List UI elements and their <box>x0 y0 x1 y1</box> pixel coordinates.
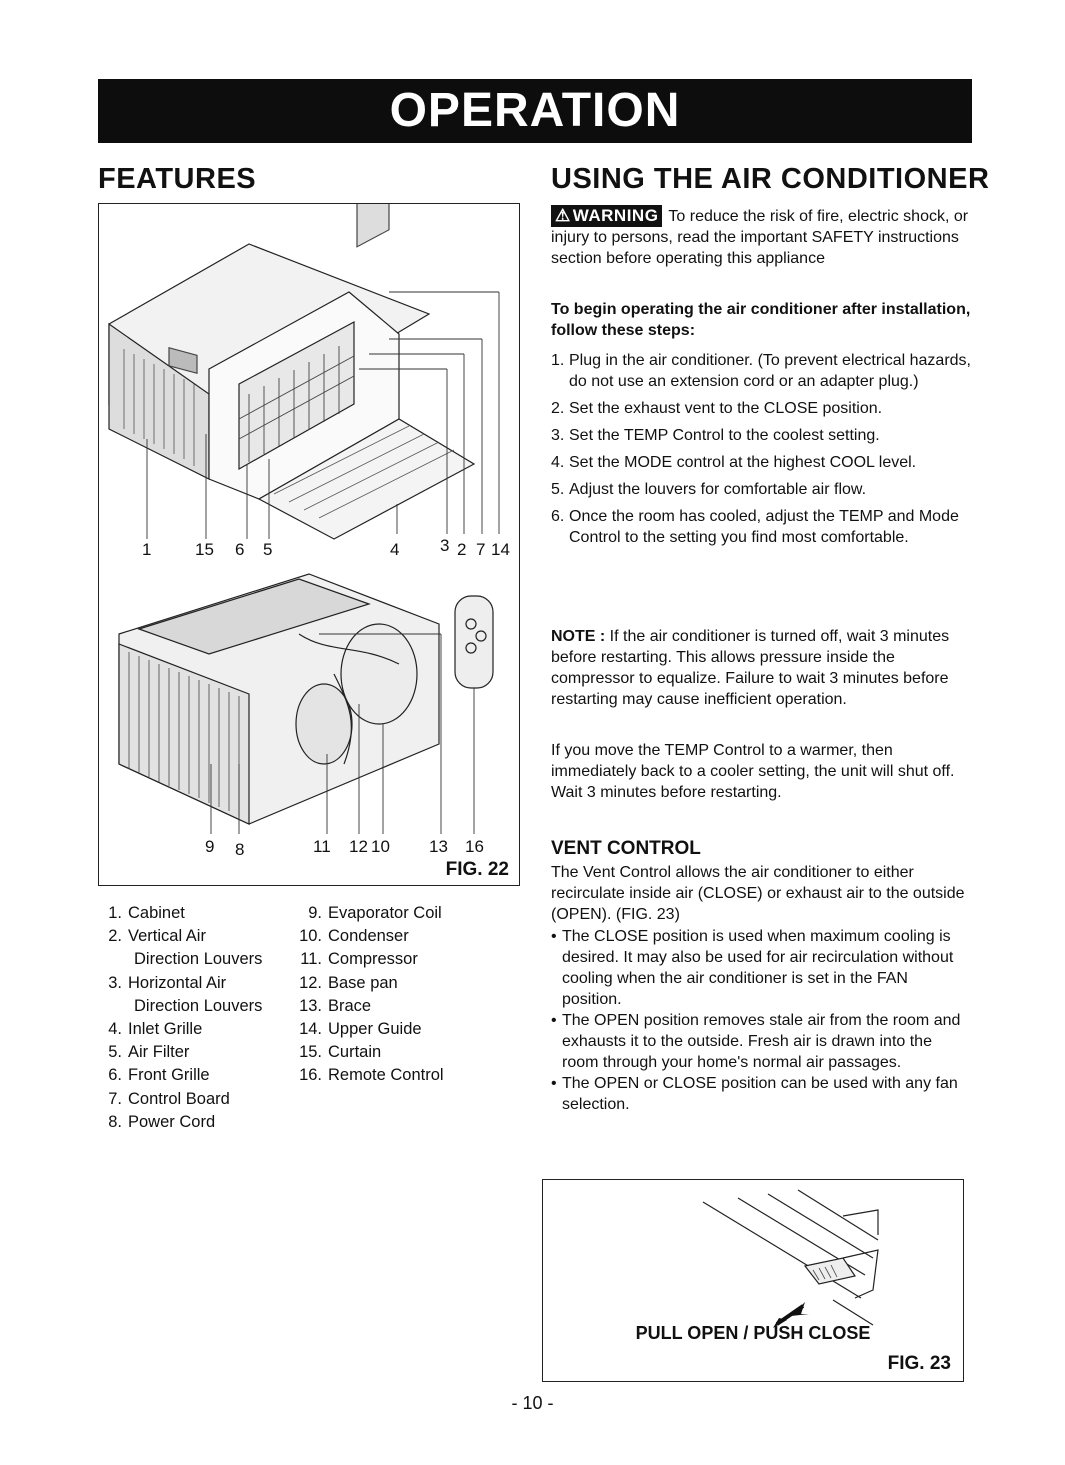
list-item: • The CLOSE position is used when maximum cooling is desired. It may also be used for air recirculation without cooling when the air conditioner is set in the FAN position. <box>551 928 954 1008</box>
warning-triangle-icon: ⚠ <box>555 206 571 225</box>
callout-15: 15 <box>195 540 214 559</box>
callout-16: 16 <box>465 837 484 856</box>
list-item: 4. Set the MODE control at the highest COOL level. <box>551 454 917 471</box>
callout-10: 10 <box>371 837 390 856</box>
page-number: - 10 - <box>511 1393 554 1413</box>
steps-list <box>551 350 971 554</box>
note-paragraph-2: If you move the TEMP Control to a warmer, then immediately back to a cooler setting, the unit will shut off. Wait 3 minutes before restarting. <box>551 742 955 801</box>
list-item: 1. Cabinet <box>108 904 185 922</box>
list-item: 1. Plug in the air conditioner. (To prevent electrical hazards, do not use an extension cord or an adapter plug.) <box>551 352 971 390</box>
list-item-continuation: Direction Louvers <box>134 950 263 969</box>
callout-1: 1 <box>142 540 152 559</box>
callout-2: 2 <box>457 540 467 559</box>
list-item: 16. Remote Control <box>299 1066 444 1085</box>
callout-8: 8 <box>235 840 245 859</box>
list-item-continuation: Direction Louvers <box>134 996 263 1015</box>
callout-14: 14 <box>491 540 510 559</box>
vent-control-heading: VENT CONTROL <box>551 838 701 859</box>
list-item: 11. Compressor <box>300 950 418 969</box>
list-item: 5. Air Filter <box>108 1043 190 1062</box>
figure-22-caption: FIG. 22 <box>445 859 509 880</box>
callout-9: 9 <box>205 837 215 856</box>
list-item: 15. Curtain <box>299 1043 382 1062</box>
list-item: 2. Vertical Air <box>108 927 206 946</box>
note-paragraph <box>551 626 971 710</box>
pull-open-push-close-label: PULL OPEN / PUSH CLOSE <box>635 1323 871 1343</box>
list-item: 9. Evaporator Coil <box>308 904 442 922</box>
list-item: 5. Adjust the louvers for comfortable air flow. <box>551 481 867 498</box>
list-item: 8. Power Cord <box>108 1112 216 1131</box>
list-item: 7. Control Board <box>108 1089 230 1108</box>
list-item: 2. Set the exhaust vent to the CLOSE position. <box>551 400 883 417</box>
using-heading: USING THE AIR CONDITIONER <box>551 163 990 195</box>
figure-22 <box>98 203 520 886</box>
list-item: 10. Condenser <box>299 927 409 946</box>
callout-13: 13 <box>429 837 448 856</box>
features-heading: FEATURES <box>98 163 257 195</box>
note-label: NOTE : <box>551 628 606 645</box>
list-item: 6. Once the room has cooled, adjust the TEMP and Mode Control to the setting you find most comfortable. <box>551 508 959 546</box>
vent-intro: The Vent Control allows the air conditioner to either recirculate inside air (CLOSE) or exhaust air to the outside (OPEN). (FIG. 23) <box>551 864 965 923</box>
list-item: 3. Horizontal Air <box>108 973 227 992</box>
figure-23-caption: FIG. 23 <box>887 1353 951 1374</box>
list-item: • The OPEN position removes stale air from the room and exhausts it to the outside. Fresh air is drawn into the room through your home's normal air passages. <box>551 1012 961 1071</box>
warning-paragraph <box>551 205 971 269</box>
callout-11: 11 <box>313 837 331 856</box>
list-item: 14. Upper Guide <box>299 1020 422 1039</box>
list-item: • The OPEN or CLOSE position can be used with any fan selection. <box>551 1075 958 1113</box>
list-item: 13. Brace <box>299 996 372 1015</box>
callout-12: 12 <box>349 837 368 856</box>
list-item: 12. Base pan <box>299 973 398 992</box>
parts-list-left <box>98 902 262 1134</box>
list-item: 4. Inlet Grille <box>108 1020 203 1039</box>
page-banner: OPERATION <box>98 79 972 143</box>
list-item: 6. Front Grille <box>108 1066 210 1085</box>
parts-list-right <box>298 902 444 1088</box>
warning-text: To reduce the risk of fire, electric shock, or injury to persons, read the important SAFETY instructions section before operating this appliance <box>551 208 969 267</box>
callout-5: 5 <box>263 540 273 559</box>
note-text: If the air conditioner is turned off, wait 3 minutes before restarting. This allows pressure inside the compressor to equalize. Failure to wait 3 minutes before restarting may cause inefficient operation. <box>551 628 950 708</box>
callout-3: 3 <box>440 536 450 555</box>
callout-6: 6 <box>235 540 245 559</box>
list-item: 3. Set the TEMP Control to the coolest setting. <box>551 427 880 444</box>
begin-heading: To begin operating the air conditioner after installation, follow these steps: <box>551 301 971 339</box>
vent-bullets <box>551 926 971 1115</box>
warning-badge: ⚠ WARNING <box>551 205 662 227</box>
callout-7: 7 <box>476 540 486 559</box>
callout-4: 4 <box>390 540 400 559</box>
figure-23 <box>542 1179 964 1382</box>
